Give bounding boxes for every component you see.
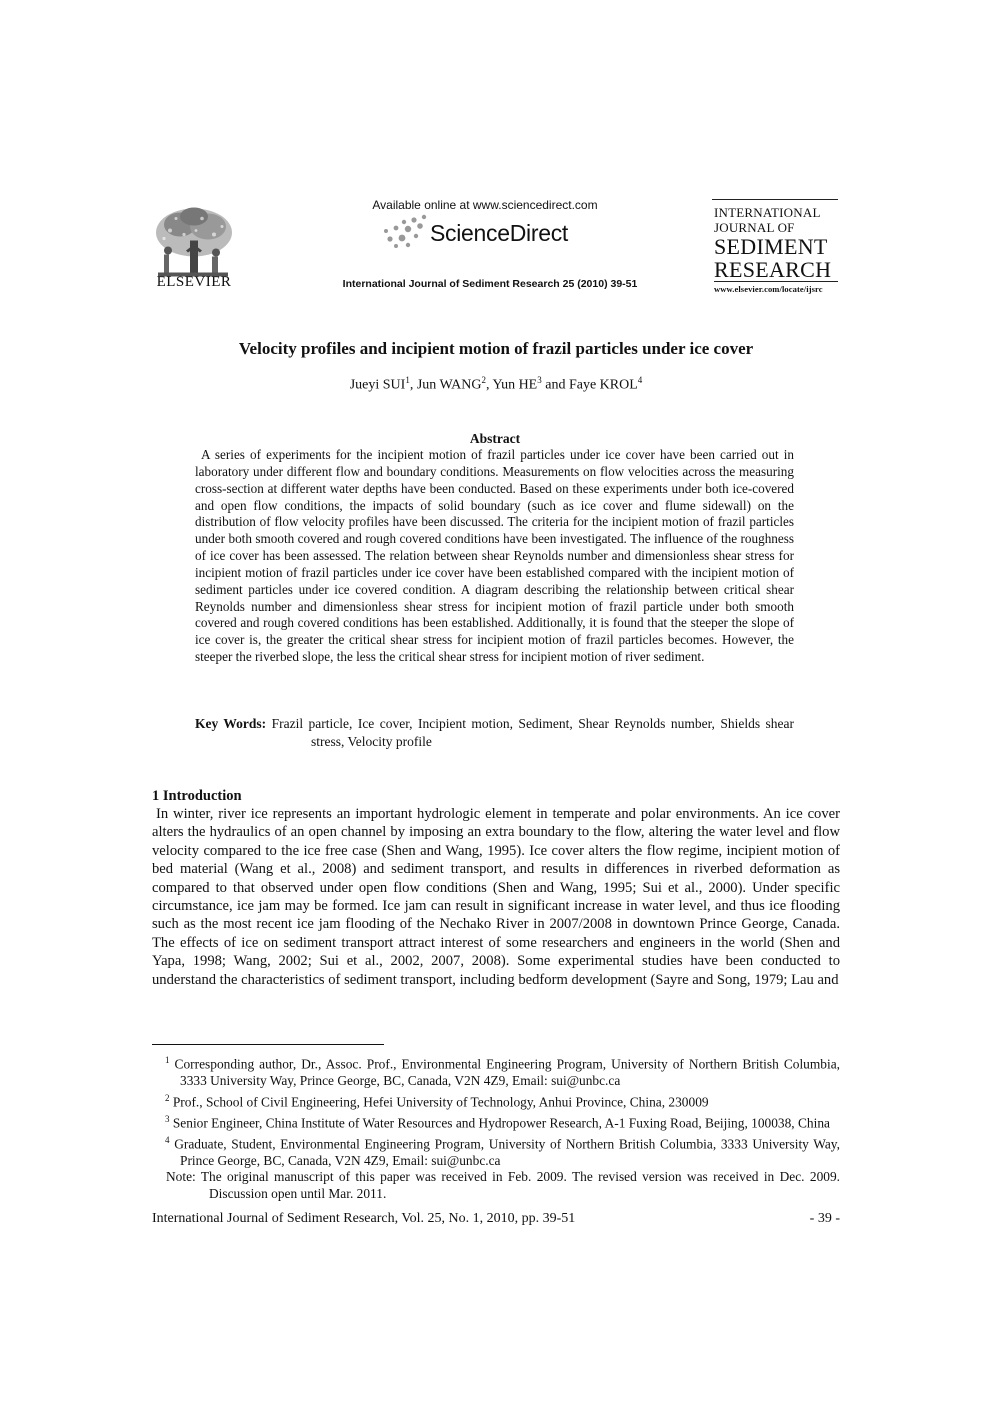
footnote-text: Prof., School of Civil Engineering, Hefei University of Technology, Anhui Province, China, 230009 <box>172 1094 709 1110</box>
footnote-mark: 3 <box>165 1113 170 1124</box>
footnote-item <box>152 1052 840 1090</box>
journal-logo-line1: INTERNATIONAL <box>714 205 821 220</box>
author-name: Jueyi SUI <box>349 377 406 393</box>
footnote-item <box>152 1111 840 1132</box>
footer-citation: International Journal of Sediment Research, Vol. 25, No. 1, 2010, pp. 39-51 <box>152 1211 576 1226</box>
author-separator: , <box>409 377 417 393</box>
paper-title: Velocity profiles and incipient motion of frazil particles under ice cover <box>238 339 754 358</box>
footnote-text: Corresponding author, Dr., Assoc. Prof., Environmental Engineering Program, University of Northern British Columbia, 3333 University Way, Prince George, BC, Canada, V2N 4Z9, Email: sui@unbc.ca <box>174 1056 840 1089</box>
author-separator: and <box>541 377 569 393</box>
sciencedirect-wordmark: ScienceDirect <box>430 220 568 246</box>
author-affiliation-mark: 2 <box>481 375 487 385</box>
footnote-divider <box>152 1044 384 1045</box>
available-online-text: Available online at www.sciencedirect.com <box>372 198 598 212</box>
keywords-label: Key Words: <box>195 716 267 731</box>
abstract-body: A series of experiments for the incipient motion of frazil particles under ice cover have been carried out in laboratory under different flow and boundary conditions. Measurements on flow velocities across the measuring cross-section at different water depths have been conducted. Based on these experiments under both ice-covered and open flow conditions, the impacts of solid boundary (such as ice cover and flume sidewall) on the distribution of flow velocity profiles have been discussed. The criteria for the incipient motion of frazil particles under both smooth covered and rough covered conditions have been investigated. The influence of the roughness of ice cover has been assessed. The relation between shear Reynolds number and dimensionless shear stress for incipient motion of frazil particles under ice cover have been established compared with the incipient motion of sediment particles under ice covered condition. A diagram describing the relationship between critical shear Reynolds number and dimensionless shear stress for incipient motion of frazil particle under both smooth covered and rough covered conditions has been established. Additionally, it is found that the steeper the slope of ice cover is, the greater the critical shear stress for incipient motion of frazil particles becomes. However, the steeper the riverbed slope, the less the critical shear stress for incipient motion of river sediment. <box>195 447 794 665</box>
journal-logo-rule-bottom <box>714 281 838 282</box>
footnote-mark: 4 <box>165 1134 170 1145</box>
author-separator: , <box>486 377 493 393</box>
author-affiliation-mark: 3 <box>537 375 542 385</box>
footnote-mark: 1 <box>165 1055 170 1065</box>
author-name: Faye KROL <box>568 377 638 393</box>
section-heading-introduction: 1 Introduction <box>152 788 242 804</box>
footnote-item <box>152 1132 840 1170</box>
author-list <box>100 375 892 394</box>
journal-citation-header: International Journal of Sediment Research 25 (2010) 39-51 <box>342 278 638 290</box>
introduction-body: In winter, river ice represents an important hydrologic element in temperate and polar environments. An ice cover alters the hydraulics of an open channel by imposing an extra boundary to the flow, altering the water level and flow velocity compared to the ice free case (Shen and Wang, 1995). Ice cover alters the flow regime, incipient motion of bed material (Wang et al., 2008) and sediment transport, and results in differences in riverbed deformation as compared to that observed under open flow conditions (Shen and Wang, 1995; Sui et al., 2000). Under specific circumstance, ice jam may be formed. Ice jam can result in significant increase in water level, and thus ice flooding such as the most recent ice jam flooding of the Nechako River in 2007/2008 in downtown Prince George, Canada. The effects of ice on sediment transport attract interest of some researchers and engineers in the world (Shen and Yapa, 1998; Wang, 2002; Sui et al., 2002, 2007, 2008). Some experimental studies have been conducted to understand the characteristics of sediment transport, including bedform development (Sayre and Song, 1979; Lau and <box>152 806 840 988</box>
author-affiliation-mark: 4 <box>637 375 643 385</box>
footnote-mark: 2 <box>165 1092 170 1103</box>
journal-logo-line4: RESEARCH <box>714 257 832 282</box>
footnotes-block <box>152 1052 840 1203</box>
journal-logo-rule-top <box>712 199 838 200</box>
footnote-item <box>152 1090 840 1111</box>
keywords-block <box>195 715 794 751</box>
author-name: Yun HE <box>492 377 538 393</box>
elsevier-wordmark: ELSEVIER <box>156 274 232 290</box>
abstract-heading: Abstract <box>469 431 521 446</box>
journal-logo-line3: SEDIMENT <box>714 234 828 259</box>
sciencedirect-dots-icon <box>380 214 428 250</box>
author-affiliation-mark: 1 <box>405 375 410 385</box>
journal-logo-line2: JOURNAL OF <box>714 220 795 235</box>
keywords-text: Frazil particle, Ice cover, Incipient motion, Sediment, Shear Reynolds number, Shields shear stress, Velocity profile <box>271 716 794 749</box>
manuscript-note: Note: The original manuscript of this paper was received in Feb. 2009. The revised version was received in Dec. 2009. Discussion open until Mar. 2011. <box>166 1169 840 1202</box>
footnote-text: Graduate, Student, Environmental Engineering Program, University of Northern British Columbia, 3333 University Way, Prince George, BC, Canada, V2N 4Z9, Email: sui@unbc.ca <box>174 1136 840 1168</box>
footnote-text: Senior Engineer, China Institute of Water Resources and Hydropower Research, A-1 Fuxing Road, Beijing, 100038, China <box>172 1115 830 1131</box>
page-number: - 39 - <box>809 1211 840 1226</box>
journal-logo-url: www.elsevier.com/locate/ijsrc <box>714 284 823 294</box>
author-name: Jun WANG <box>416 377 482 393</box>
